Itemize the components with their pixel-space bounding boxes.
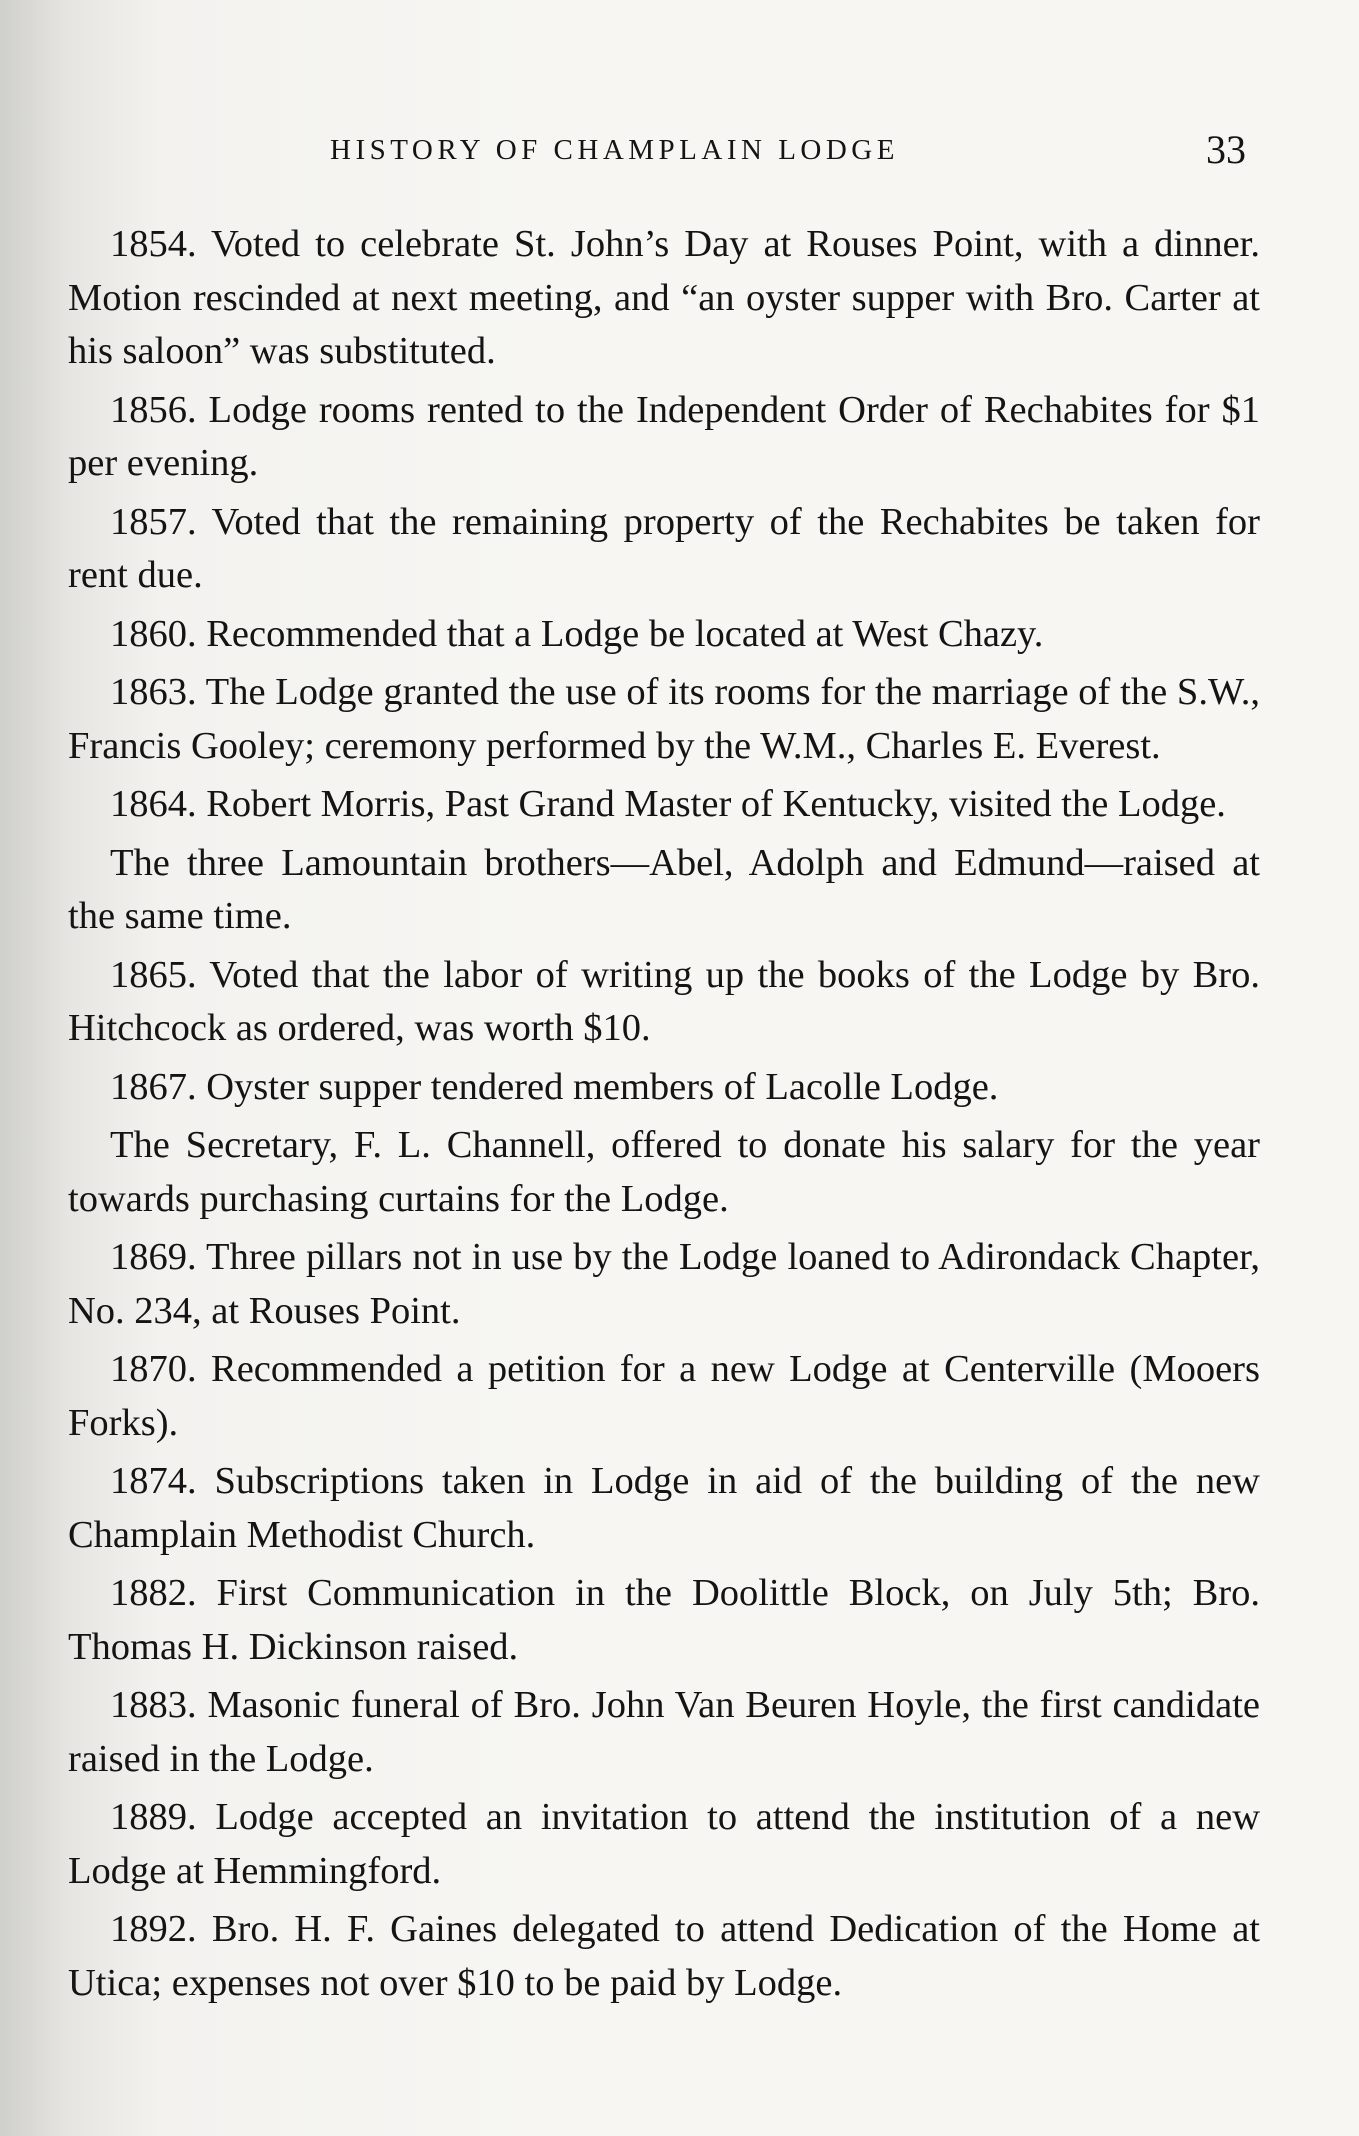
page-number: 33 (1206, 127, 1246, 172)
paragraph-1883: 1883. Masonic funeral of Bro. John Van Beuren Hoyle, the first candidate raised in the Lodge. (68, 1684, 1260, 1780)
body-text (68, 218, 1260, 2015)
running-title: HISTORY OF CHAMPLAIN LODGE (330, 134, 899, 166)
paragraph-1856: 1856. Lodge rooms rented to the Independent Order of Rechabites for $1 per evening. (68, 388, 1260, 484)
paragraph-1874: 1874. Subscriptions taken in Lodge in aid of the building of the new Champlain Methodist Church. (68, 1460, 1260, 1556)
paragraph-1867: 1867. Oyster supper tendered members of Lacolle Lodge. (110, 1065, 999, 1108)
paragraph-1863: 1863. The Lodge granted the use of its rooms for the marriage of the S.W., Francis Gooley; ceremony performed by the W.M., Charles E. Everest. (68, 671, 1260, 767)
paragraph-secretary-channell: The Secretary, F. L. Channell, offered to donate his salary for the year towards purchasing curtains for the Lodge. (68, 1124, 1260, 1220)
paragraph-1882: 1882. First Communication in the Doolittle Block, on July 5th; Bro. Thomas H. Dickinson raised. (68, 1572, 1260, 1668)
paragraph-1857: 1857. Voted that the remaining property of the Rechabites be taken for rent due. (68, 500, 1260, 596)
running-head (0, 128, 1359, 178)
paragraph-1889: 1889. Lodge accepted an invitation to attend the institution of a new Lodge at Hemmingford. (68, 1796, 1260, 1892)
paragraph-lamountain-brothers: The three Lamountain brothers—Abel, Adolph and Edmund—raised at the same time. (68, 841, 1260, 937)
paragraph-1870: 1870. Recommended a petition for a new Lodge at Centerville (Mooers Forks). (68, 1348, 1260, 1444)
paragraph-1860: 1860. Recommended that a Lodge be located at West Chazy. (110, 612, 1044, 655)
paragraph-1865: 1865. Voted that the labor of writing up the books of the Lodge by Bro. Hitchcock as ordered, was worth $10. (68, 953, 1260, 1049)
paragraph-1869: 1869. Three pillars not in use by the Lodge loaned to Adirondack Chapter, No. 234, at Rouses Point. (68, 1236, 1260, 1332)
paragraph-1864: 1864. Robert Morris, Past Grand Master of Kentucky, visited the Lodge. (110, 783, 1226, 825)
paragraph-1892: 1892. Bro. H. F. Gaines delegated to attend Dedication of the Home at Utica; expenses not over $10 to be paid by Lodge. (68, 1908, 1260, 2004)
paragraph-1854: 1854. Voted to celebrate St. John’s Day at Rouses Point, with a dinner. Motion rescinded at next meeting, and “an oyster supper with Bro. Carter at his saloon” was substituted. (68, 223, 1260, 372)
